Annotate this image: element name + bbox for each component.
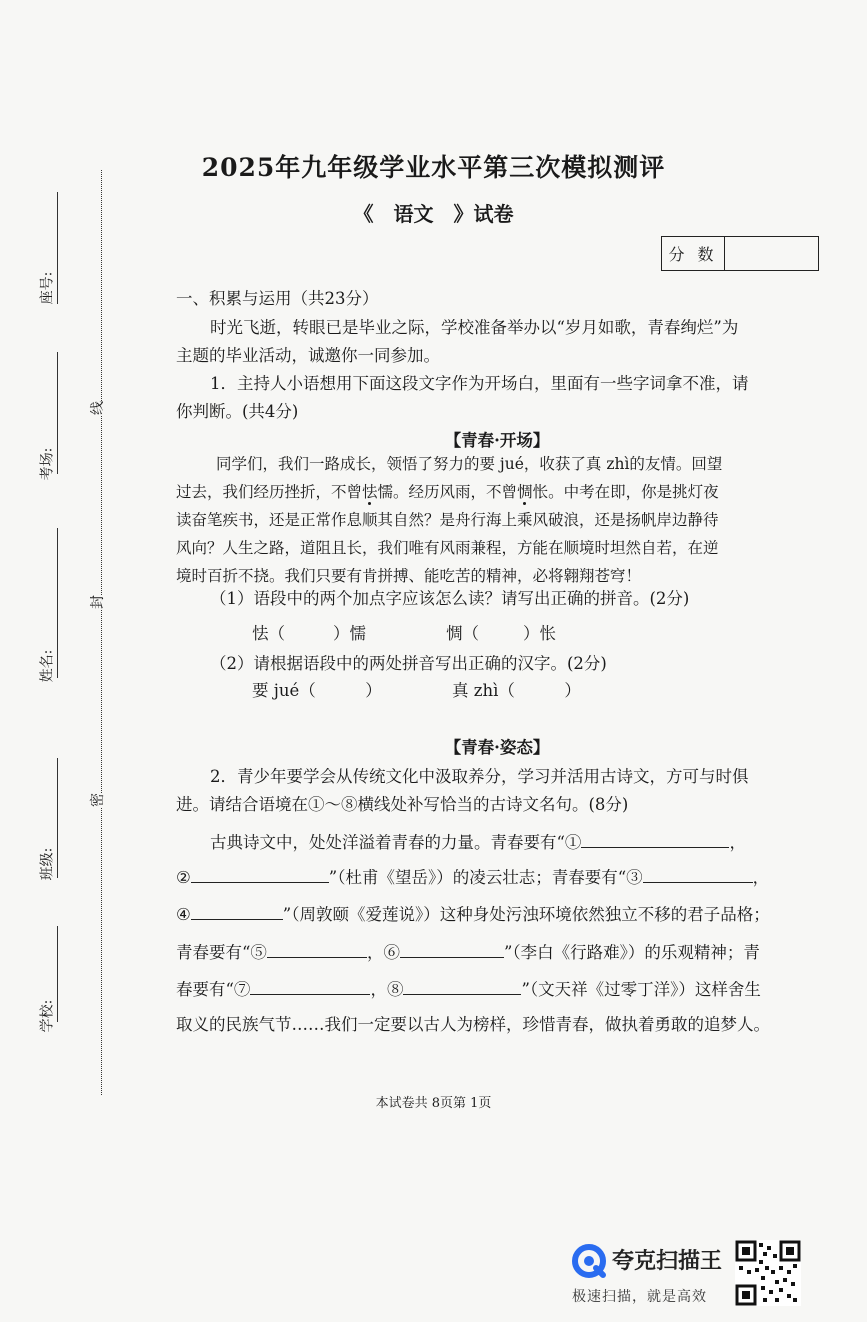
school-line [57, 926, 58, 1022]
fill-row-5-b: ，⑧ [370, 980, 404, 999]
room-line [57, 352, 58, 474]
name-line [57, 528, 58, 678]
score-cell[interactable] [725, 237, 818, 270]
fill-row-1-end: ， [729, 833, 746, 852]
binding-char-xian: 线 [87, 401, 107, 415]
dotted-char-qie: 怯 [362, 483, 378, 501]
section-heading: 一、积累与运用（共23分） [176, 289, 379, 308]
fill-row-4 [176, 939, 760, 965]
fill-row-6: 取义的民族气节……我们一定要以古人为榜样，珍惜青春，做执着勇敢的追梦人。 [176, 1015, 770, 1034]
fill-row-4-c: ”（李白《行路难》）的乐观精神；青 [503, 943, 760, 962]
score-label: 分 数 [662, 237, 725, 270]
fill-row-2 [176, 864, 769, 890]
school-label: 学校: [39, 999, 56, 1033]
page-footer: 本试卷共 8页第 1页 [375, 1096, 492, 1111]
answer-chou [446, 622, 556, 646]
quark-logo-icon [572, 1244, 606, 1278]
fill-row-2-mark: ② [176, 868, 191, 887]
sub-question-1: （1）语段中的两个加点字应该怎么读？请写出正确的拼音。(2分) [210, 589, 690, 608]
intro-line-2: 主题的毕业活动，诚邀你一同参加。 [176, 346, 440, 365]
fill-row-4-b: ，⑥ [366, 943, 400, 962]
fill-row-3-mark: ④ [176, 905, 191, 924]
binding-char-feng: 封 [87, 595, 107, 609]
dotted-char-chou: 惆 [517, 483, 533, 501]
watermark-brand: 夸克扫描王 [612, 1249, 723, 1274]
fill-row-2-text: ”（杜甫《望岳》）的凌云壮志；青春要有“③ [328, 868, 643, 887]
blank-1[interactable] [581, 829, 729, 848]
fill-row-5-c: ”（文天祥《过零丁洋》）这样舍生 [521, 980, 761, 999]
answer-qie-close: ）懦 [333, 624, 366, 643]
fill-row-2-end: ， [752, 868, 770, 887]
passage-line-3: 读奋笔疾书，还是正常作息顺其自然？是舟行海上乘风破浪，还是扬帆岸边静待 [176, 511, 719, 529]
page-title: 2025年九年级学业水平第三次模拟测评 [201, 153, 666, 182]
q2-line-1: 2．青少年要学会从传统文化中汲取养分，学习并活用古诗文，方可与时俱 [210, 767, 749, 786]
block-heading-posture: 【青春·姿态】 [444, 738, 550, 757]
fill-row-5-a: 春要有“⑦ [176, 980, 251, 999]
block-heading-opening: 【青春·开场】 [444, 431, 550, 450]
fill-row-1 [210, 829, 746, 855]
answer-qie-open: 怯（ [252, 624, 285, 643]
passage-line-2-c: 怅。中考在即，你是挑灯夜 [532, 483, 719, 501]
blank-7[interactable] [250, 976, 370, 995]
passage-line-2 [176, 479, 719, 506]
blank-4[interactable] [191, 901, 283, 920]
passage-line-4: 风向？人生之路，道阻且长，我们唯有风雨兼程，方能在顺境时坦然自若，在逆 [176, 539, 719, 557]
q2-line-2: 进。请结合语境在①～⑧横线处补写恰当的古诗文名句。(8分) [176, 795, 629, 814]
blank-6[interactable] [400, 939, 504, 958]
binding-char-mi: 密 [87, 793, 107, 807]
passage-line-1: 同学们，我们一路成长，领悟了努力的要 jué，收获了真 zhì的友情。回望 [216, 455, 723, 473]
blank-8[interactable] [403, 976, 521, 995]
qr-code-icon [735, 1240, 801, 1306]
class-line [57, 758, 58, 878]
fill-row-3 [176, 901, 770, 927]
q1-line-1: 1．主持人小语想用下面这段文字作为开场白，里面有一些字词拿不准，请 [210, 374, 749, 393]
blank-3[interactable] [643, 864, 753, 883]
answer-jue[interactable]: 要 jué（ ） [252, 681, 382, 700]
fill-row-5 [176, 976, 761, 1002]
passage-line-5: 境时百折不挠。我们只要有肯拼搏、能吃苦的精神，必将翱翔苍穹！ [176, 567, 642, 585]
class-label: 班级: [39, 847, 56, 881]
answer-qie [252, 622, 366, 646]
watermark-slogan: 极速扫描，就是高效 [572, 1289, 707, 1305]
passage-line-2-b: 懦。经历风雨，不曾 [377, 483, 518, 501]
fill-row-4-a: 青春要有“⑤ [176, 943, 267, 962]
room-label: 考场: [39, 447, 56, 481]
score-box [661, 236, 819, 271]
fill-row-1-text: 古典诗文中，处处洋溢着青春的力量。青春要有“① [210, 833, 582, 852]
binding-dotted-line [101, 170, 102, 1095]
seat-label: 座号: [39, 271, 56, 305]
answer-chou-open: 惆（ [446, 624, 479, 643]
intro-line-1: 时光飞逝，转眼已是毕业之际，学校准备举办以“岁月如歌，青春绚烂”为 [210, 318, 739, 337]
blank-2[interactable] [191, 864, 329, 883]
answer-chou-close: ）怅 [523, 624, 556, 643]
passage-line-2-a: 过去，我们经历挫折，不曾 [176, 483, 363, 501]
sub-question-2: （2）请根据语段中的两处拼音写出正确的汉字。(2分) [210, 654, 607, 673]
page-subtitle: 《 语文 》试卷 [353, 202, 514, 226]
answer-zhi[interactable]: 真 zhì（ ） [452, 681, 581, 700]
fill-row-3-text: ”（周敦颐《爱莲说》）这种身处污浊环境依然独立不移的君子品格； [282, 905, 770, 924]
name-label: 姓名: [39, 649, 56, 683]
blank-5[interactable] [267, 939, 367, 958]
q1-line-2: 你判断。(共4分) [176, 402, 299, 421]
